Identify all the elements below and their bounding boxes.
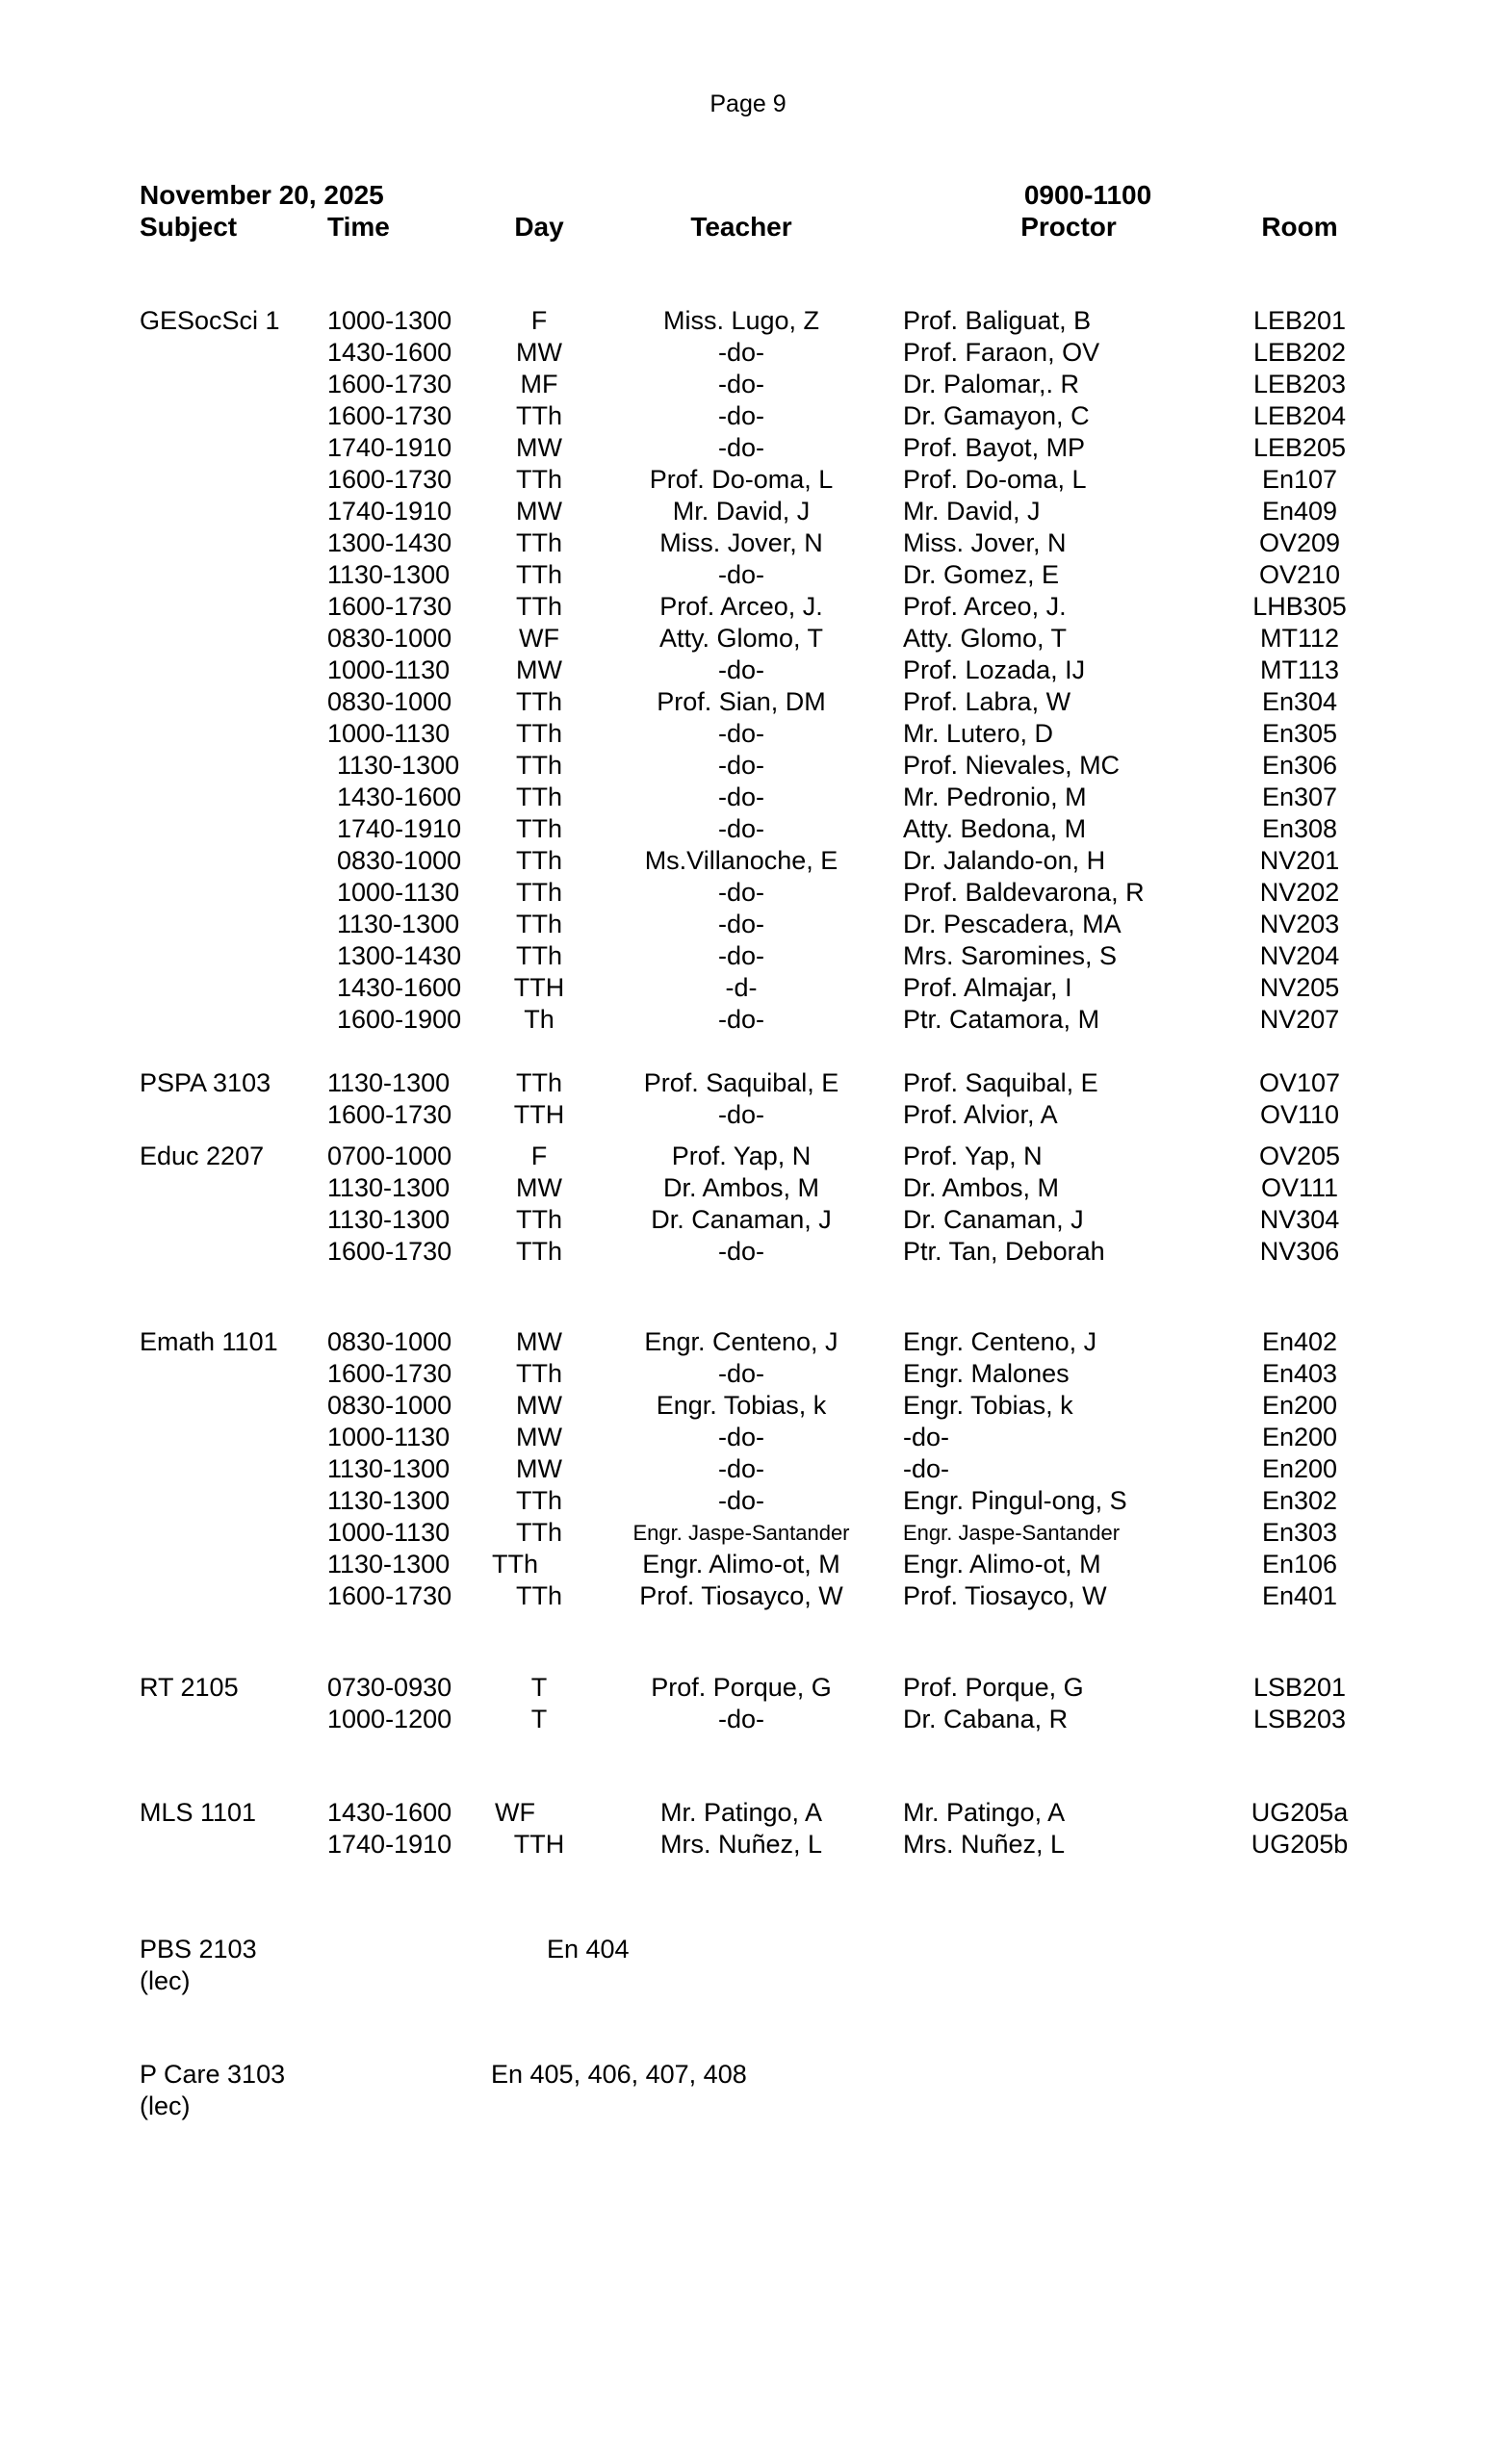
day-cell: Th [524, 1005, 555, 1034]
time-cell: 1130-1300 [327, 560, 451, 589]
proctor-cell: Mr. Patingo, A [903, 1798, 1066, 1827]
day-cell: TTH [513, 1830, 565, 1859]
time-cell: 0730-0930 [327, 1673, 452, 1702]
teacher-cell: Prof. Arceo, J. [659, 592, 823, 621]
proctor-cell: Atty. Bedona, M [903, 814, 1087, 843]
room-cell: NV205 [1259, 973, 1340, 1002]
room-cell: En200 [1261, 1391, 1338, 1420]
teacher-cell: Mrs. Nuñez, L [659, 1830, 823, 1859]
day-cell: TTh [515, 814, 562, 843]
teacher-cell: Mr. David, J [672, 497, 811, 526]
time-cell: 0830-1000 [327, 687, 452, 716]
room-cell: OV209 [1258, 528, 1341, 557]
proctor-cell: Dr. Palomar,. R [903, 370, 1080, 398]
teacher-cell: -do- [717, 370, 764, 398]
proctor-cell: Prof. Saquibal, E [903, 1068, 1098, 1097]
teacher-cell: Prof. Yap, N [671, 1142, 812, 1170]
room-cell: En200 [1261, 1454, 1338, 1483]
room-cell: MT112 [1259, 624, 1340, 653]
subject-cell: PSPA 3103 [140, 1068, 271, 1097]
lecture-subject: P Care 3103 [140, 2060, 286, 2089]
day-cell: TTh [515, 1068, 562, 1097]
time-cell: 0830-1000 [327, 1327, 452, 1356]
day-cell: WF [519, 624, 559, 653]
day-cell: MF [520, 370, 558, 398]
teacher-cell: -do- [717, 433, 764, 462]
header-subject: Subject [140, 212, 238, 242]
proctor-cell: Atty. Glomo, T [903, 624, 1068, 653]
time-cell: 1130-1300 [337, 751, 460, 780]
proctor-cell: Prof. Arceo, J. [903, 592, 1067, 621]
teacher-cell: Dr. Canaman, J [651, 1205, 832, 1234]
time-cell: 1600-1730 [327, 1359, 452, 1388]
teacher-cell: Dr. Ambos, M [662, 1173, 820, 1202]
time-cell: 1740-1910 [337, 814, 462, 843]
time-cell: 1000-1130 [337, 878, 460, 907]
proctor-cell: Mr. David, J [903, 497, 1041, 526]
proctor-cell: Prof. Porque, G [903, 1673, 1084, 1702]
room-cell: OV205 [1258, 1142, 1341, 1170]
room-cell: NV306 [1259, 1237, 1340, 1266]
time-cell: 1130-1300 [327, 1550, 451, 1578]
room-cell: NV204 [1259, 941, 1340, 970]
teacher-cell: Prof. Sian, DM [657, 687, 826, 716]
day-cell: MW [516, 433, 562, 462]
room-cell: OV210 [1258, 560, 1341, 589]
proctor-cell: Prof. Tiosayco, W [903, 1581, 1107, 1610]
day-cell: TTh [515, 1237, 562, 1266]
day-cell: TTh [515, 528, 562, 557]
subject-cell: GESocSci 1 [140, 306, 280, 335]
teacher-cell: Engr. Centeno, J [644, 1327, 838, 1356]
room-cell: NV304 [1259, 1205, 1340, 1234]
teacher-cell: -do- [717, 941, 764, 970]
day-cell: T [530, 1705, 548, 1733]
day-cell: TTh [515, 1486, 562, 1515]
proctor-cell: Engr. Pingul-ong, S [903, 1486, 1127, 1515]
day-cell: TTh [515, 751, 562, 780]
proctor-cell: Ptr. Catamora, M [903, 1005, 1100, 1034]
day-cell: MW [516, 338, 562, 367]
teacher-cell: -do- [717, 1486, 764, 1515]
teacher-cell: Miss. Lugo, Z [662, 306, 820, 335]
room-cell: En401 [1261, 1581, 1338, 1610]
teacher-cell: Engr. Alimo-ot, M [642, 1550, 840, 1578]
proctor-cell: Ptr. Tan, Deborah [903, 1237, 1105, 1266]
day-cell: T [530, 1673, 548, 1702]
proctor-cell: Prof. Nievales, MC [903, 751, 1121, 780]
proctor-cell: Prof. Bayot, MP [903, 433, 1086, 462]
day-cell: MW [516, 1454, 562, 1483]
time-cell: 1740-1910 [327, 433, 452, 462]
time-cell: 0830-1000 [327, 624, 452, 653]
teacher-cell: Atty. Glomo, T [658, 624, 824, 653]
teacher-cell: Prof. Do-oma, L [649, 465, 834, 494]
room-cell: En403 [1261, 1359, 1338, 1388]
time-cell: 1740-1910 [327, 497, 452, 526]
time-cell: 0700-1000 [327, 1142, 452, 1170]
day-cell: TTh [515, 846, 562, 875]
header-teacher: Teacher [690, 212, 792, 242]
lecture-note: (lec) [140, 1966, 191, 1995]
time-cell: 1600-1730 [327, 1237, 452, 1266]
proctor-cell: Dr. Gamayon, C [903, 401, 1090, 430]
room-cell: En106 [1261, 1550, 1338, 1578]
day-cell: MW [516, 497, 562, 526]
teacher-cell: Prof. Saquibal, E [643, 1068, 839, 1097]
proctor-cell: Prof. Lozada, IJ [903, 655, 1086, 684]
time-cell: 1300-1430 [337, 941, 462, 970]
time-cell: 1130-1300 [327, 1205, 451, 1234]
day-cell: TTh [515, 878, 562, 907]
exam-time-slot: 0900-1100 [1023, 180, 1152, 210]
proctor-cell: Prof. Baliguat, B [903, 306, 1092, 335]
room-cell: UG205b [1251, 1830, 1349, 1859]
room-cell: NV201 [1259, 846, 1340, 875]
proctor-cell: Dr. Jalando-on, H [903, 846, 1106, 875]
teacher-cell: -do- [717, 910, 764, 938]
proctor-cell: Prof. Baldevarona, R [903, 878, 1145, 907]
proctor-cell: Engr. Alimo-ot, M [903, 1550, 1101, 1578]
teacher-cell: -do- [717, 751, 764, 780]
time-cell: 1000-1130 [327, 719, 451, 748]
proctor-cell: Prof. Labra, W [903, 687, 1071, 716]
lecture-room: En 405, 406, 407, 408 [491, 2060, 747, 2089]
room-cell: LSB203 [1252, 1705, 1347, 1733]
day-cell: MW [516, 1327, 562, 1356]
teacher-cell: -do- [717, 401, 764, 430]
lecture-room: En 404 [547, 1935, 630, 1964]
time-cell: 1000-1130 [327, 1423, 451, 1451]
teacher-cell: Ms.Villanoche, E [644, 846, 838, 875]
day-cell: TTh [491, 1550, 538, 1578]
day-cell: MW [516, 1173, 562, 1202]
room-cell: En200 [1261, 1423, 1338, 1451]
proctor-cell: Prof. Faraon, OV [903, 338, 1100, 367]
proctor-cell: Dr. Gomez, E [903, 560, 1060, 589]
teacher-cell: -do- [717, 878, 764, 907]
lecture-note: (lec) [140, 2092, 191, 2120]
time-cell: 1430-1600 [337, 973, 462, 1002]
room-cell: NV203 [1259, 910, 1340, 938]
subject-cell: RT 2105 [140, 1673, 239, 1702]
day-cell: TTh [515, 719, 562, 748]
time-cell: 1600-1730 [327, 1100, 452, 1129]
time-cell: 1430-1600 [327, 338, 452, 367]
teacher-cell: Miss. Jover, N [659, 528, 823, 557]
day-cell: TTh [515, 465, 562, 494]
proctor-cell: Prof. Yap, N [903, 1142, 1043, 1170]
teacher-cell: -do- [717, 1005, 764, 1034]
room-cell: MT113 [1259, 655, 1340, 684]
page-number: Page 9 [709, 90, 787, 117]
time-cell: 1000-1130 [327, 1518, 451, 1547]
proctor-cell: Prof. Alvior, A [903, 1100, 1058, 1129]
proctor-cell: Mr. Pedronio, M [903, 783, 1087, 811]
proctor-cell: Prof. Do-oma, L [903, 465, 1087, 494]
header-day: Day [514, 212, 564, 242]
day-cell: TTh [515, 1518, 562, 1547]
day-cell: TTh [515, 941, 562, 970]
room-cell: En307 [1261, 783, 1338, 811]
time-cell: 1000-1300 [327, 306, 452, 335]
room-cell: OV107 [1258, 1068, 1341, 1097]
teacher-cell: -do- [717, 1705, 764, 1733]
time-cell: 1130-1300 [337, 910, 460, 938]
room-cell: En107 [1261, 465, 1338, 494]
time-cell: 1740-1910 [327, 1830, 452, 1859]
room-cell: OV110 [1259, 1100, 1340, 1129]
day-cell: TTh [515, 401, 562, 430]
teacher-cell: -do- [717, 655, 764, 684]
time-cell: 0830-1000 [337, 846, 462, 875]
room-cell: LHB305 [1252, 592, 1347, 621]
teacher-cell: -do- [717, 1423, 764, 1451]
day-cell: TTh [515, 1205, 562, 1234]
day-cell: MW [516, 1391, 562, 1420]
room-cell: En306 [1261, 751, 1338, 780]
time-cell: 0830-1000 [327, 1391, 452, 1420]
time-cell: 1130-1300 [327, 1486, 451, 1515]
room-cell: NV202 [1259, 878, 1340, 907]
proctor-cell: Dr. Pescadera, MA [903, 910, 1122, 938]
teacher-cell: Prof. Tiosayco, W [639, 1581, 843, 1610]
header-time: Time [327, 212, 390, 242]
room-cell: En402 [1261, 1327, 1338, 1356]
lecture-subject: PBS 2103 [140, 1935, 257, 1964]
room-cell: En305 [1261, 719, 1338, 748]
header-room: Room [1261, 212, 1338, 242]
proctor-cell: Mrs. Saromines, S [903, 941, 1118, 970]
proctor-cell: Engr. Centeno, J [903, 1327, 1097, 1356]
day-cell: TTH [513, 973, 565, 1002]
room-cell: NV207 [1259, 1005, 1340, 1034]
proctor-cell: Engr. Malones [903, 1359, 1070, 1388]
day-cell: TTh [515, 1359, 562, 1388]
header-proctor: Proctor [1020, 212, 1117, 242]
time-cell: 1600-1730 [327, 370, 452, 398]
exam-date: November 20, 2025 [140, 180, 384, 210]
proctor-cell: Engr. Tobias, k [903, 1391, 1073, 1420]
proctor-cell: Miss. Jover, N [903, 528, 1067, 557]
teacher-cell: -do- [717, 814, 764, 843]
teacher-cell: Engr. Jaspe-Santander [632, 1521, 850, 1545]
proctor-cell: -do- [903, 1423, 950, 1451]
teacher-cell: Prof. Porque, G [651, 1673, 832, 1702]
proctor-cell: Mr. Lutero, D [903, 719, 1054, 748]
day-cell: TTh [515, 560, 562, 589]
room-cell: LSB201 [1252, 1673, 1347, 1702]
time-cell: 1600-1730 [327, 465, 452, 494]
teacher-cell: -do- [717, 1359, 764, 1388]
time-cell: 1130-1300 [327, 1454, 451, 1483]
time-cell: 1430-1600 [337, 783, 462, 811]
teacher-cell: -do- [717, 338, 764, 367]
room-cell: LEB203 [1252, 370, 1347, 398]
time-cell: 1600-1900 [337, 1005, 462, 1034]
teacher-cell: -do- [717, 1454, 764, 1483]
day-cell: WF [495, 1798, 535, 1827]
teacher-cell: -do- [717, 719, 764, 748]
room-cell: En304 [1261, 687, 1338, 716]
teacher-cell: Engr. Tobias, k [656, 1391, 827, 1420]
time-cell: 1600-1730 [327, 1581, 452, 1610]
time-cell: 1430-1600 [327, 1798, 452, 1827]
proctor-cell: Dr. Ambos, M [903, 1173, 1060, 1202]
subject-cell: MLS 1101 [140, 1798, 257, 1827]
time-cell: 1300-1430 [327, 528, 452, 557]
day-cell: TTh [515, 1581, 562, 1610]
time-cell: 1000-1200 [327, 1705, 452, 1733]
day-cell: MW [516, 655, 562, 684]
room-cell: LEB205 [1252, 433, 1347, 462]
day-cell: TTH [513, 1100, 565, 1129]
teacher-cell: -do- [717, 560, 764, 589]
teacher-cell: -d- [725, 973, 758, 1002]
time-cell: 1600-1730 [327, 401, 452, 430]
room-cell: LEB204 [1252, 401, 1347, 430]
proctor-cell: Prof. Almajar, I [903, 973, 1072, 1002]
time-cell: 1000-1130 [327, 655, 451, 684]
day-cell: TTh [515, 687, 562, 716]
time-cell: 1600-1730 [327, 592, 452, 621]
day-cell: TTh [515, 783, 562, 811]
room-cell: LEB201 [1252, 306, 1347, 335]
subject-cell: Educ 2207 [140, 1142, 265, 1170]
room-cell: En409 [1261, 497, 1338, 526]
subject-cell: Emath 1101 [140, 1327, 278, 1356]
room-cell: En303 [1261, 1518, 1338, 1547]
proctor-cell: Engr. Jaspe-Santander [903, 1521, 1121, 1545]
day-cell: TTh [515, 592, 562, 621]
room-cell: En302 [1261, 1486, 1338, 1515]
day-cell: F [530, 1142, 548, 1170]
room-cell: OV111 [1260, 1173, 1339, 1202]
time-cell: 1130-1300 [327, 1068, 451, 1097]
proctor-cell: Dr. Cabana, R [903, 1705, 1069, 1733]
proctor-cell: Mrs. Nuñez, L [903, 1830, 1066, 1859]
room-cell: En308 [1261, 814, 1338, 843]
day-cell: TTh [515, 910, 562, 938]
proctor-cell: Dr. Canaman, J [903, 1205, 1084, 1234]
time-cell: 1130-1300 [327, 1173, 451, 1202]
teacher-cell: -do- [717, 1100, 764, 1129]
proctor-cell: -do- [903, 1454, 950, 1483]
day-cell: MW [516, 1423, 562, 1451]
day-cell: F [530, 306, 548, 335]
teacher-cell: -do- [717, 1237, 764, 1266]
room-cell: LEB202 [1252, 338, 1347, 367]
teacher-cell: Mr. Patingo, A [659, 1798, 823, 1827]
teacher-cell: -do- [717, 783, 764, 811]
room-cell: UG205a [1251, 1798, 1349, 1827]
